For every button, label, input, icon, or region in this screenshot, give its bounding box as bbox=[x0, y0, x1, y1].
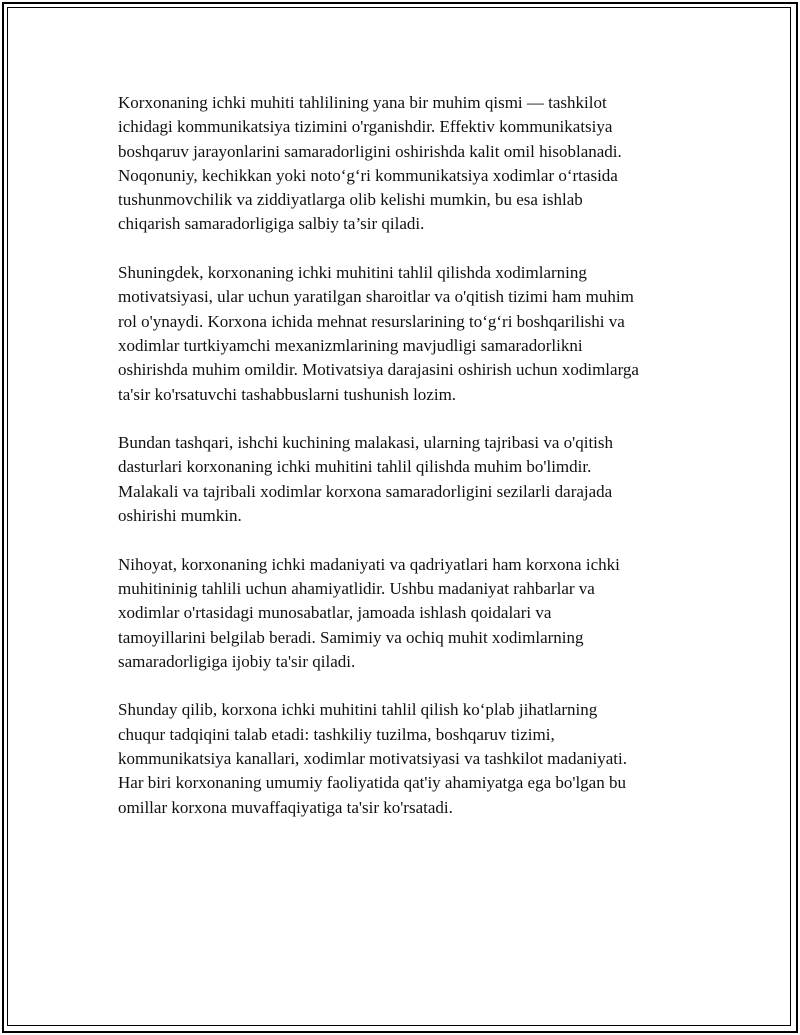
paragraph-3: Bundan tashqari, ishchi kuchining malakasi, ularning tajribasi va o'qitish dasturlari korxonaning ichki muhitini tahlil qilishda muhim bo'limdir. Malakali va tajribali xodimlar korxona samaradorligini sezilarli darajada oshirishi mumkin. bbox=[118, 433, 614, 526]
paragraph-4: Nihoyat, korxonaning ichki madaniyati va qadriyatlari ham korxona ichki muhitininig tahlili uchun ahamiyatlidir. Ushbu madaniyat rahbarlar va xodimlar o'rtasidagi munosabatlar, jamoada ishlash qoidalari va tamoyillarini belgilab beradi. Samimiy va ochiq muhit xodimlarning samaradorligiga ijobiy ta'sir qiladi. bbox=[118, 554, 620, 671]
document-body bbox=[118, 91, 698, 844]
paragraph-1: Korxonaning ichki muhiti tahlilining yana bir muhim qismi — tashkilot ichidagi kommunikatsiya tizimini o'rganishdir. Effektiv kommunikatsiya boshqaruv jarayonlarini samaradorligini oshirishda kalit omil hisoblanadi. Noqonuniy, kechikkan yoki noto‘g‘ri kommunikatsiya xodimlar o‘rtasida tushunmovchilik va ziddiyatlarga olib kelishi mumkin, bu esa ishlab chiqarish samaradorligiga salbiy ta’sir qiladi. bbox=[118, 93, 622, 234]
paragraph-2: Shuningdek, korxonaning ichki muhitini tahlil qilishda xodimlarning motivatsiyasi, ular uchun yaratilgan sharoitlar va o'qitish tizimi ham muhim rol o'ynaydi. Korxona ichida mehnat resurslarining to‘g‘ri boshqarilishi va xodimlar turtkiyamchi mexanizmlarining mavjudligi samaradorlikni oshirishda muhim omildir. Motivatsiya darajasini oshirish uchun xodimlarga ta'sir ko'rsatuvchi tashabbuslarni tushunish lozim. bbox=[118, 263, 639, 404]
paragraph-5: Shunday qilib, korxona ichki muhitini tahlil qilish ko‘plab jihatlarning chuqur tadqiqini talab etadi: tashkiliy tuzilma, boshqaruv tizimi, kommunikatsiya kanallari, xodimlar motivatsiyasi va tashkilot madaniyati. Har biri korxonaning umumiy faoliyatida qat'iy ahamiyatga ega bo'lgan bu omillar korxona muvaffaqiyatiga ta'sir ko'rsatadi. bbox=[118, 700, 627, 817]
